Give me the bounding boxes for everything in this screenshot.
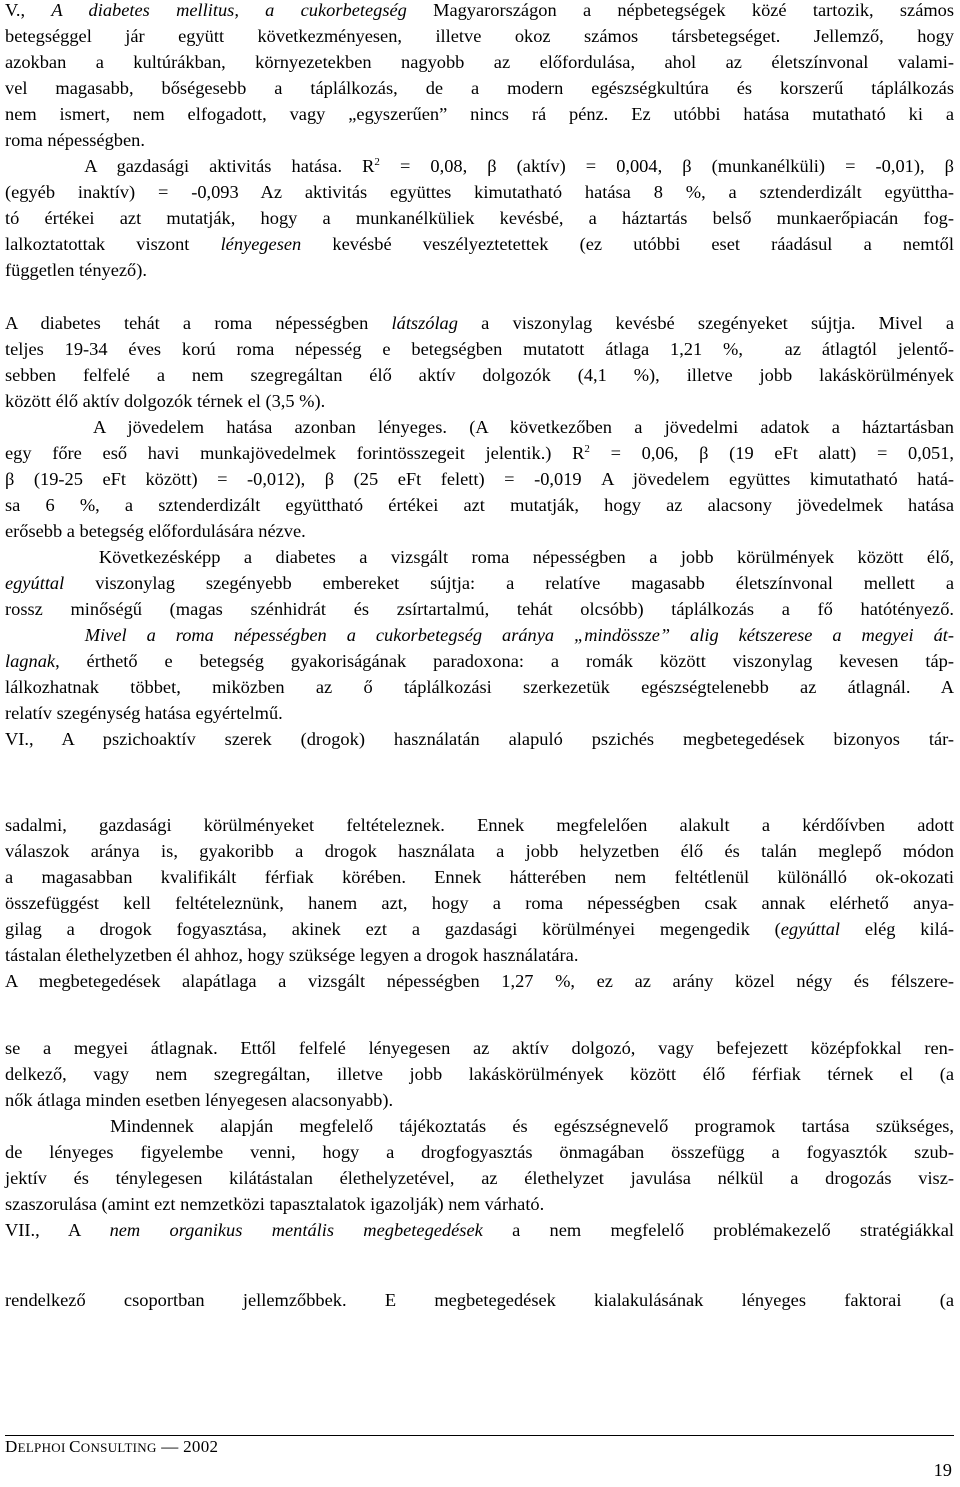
- text-line: [5, 518, 954, 544]
- text-line: [5, 890, 954, 916]
- text-segment: relatív szegénység hatása egyértelmű.: [5, 703, 283, 723]
- text-line: [5, 336, 954, 362]
- text-line: [5, 257, 954, 283]
- footer-publisher-initial-d: D: [5, 1437, 18, 1456]
- text-line: [5, 1139, 954, 1165]
- text-line: [5, 1113, 954, 1139]
- footer-divider: [5, 1435, 954, 1436]
- footer-year: 2002: [183, 1437, 219, 1456]
- text-line: [5, 0, 954, 23]
- text-segment: összefüggést kell feltételeznünk, hanem azt, hogy a roma népességben csak annak elérhető anya-: [5, 893, 954, 913]
- text-segment: lalkoztatottak viszont: [5, 234, 221, 254]
- text-segment: a nem megfelelő problémakezelő stratégiákkal: [482, 1220, 955, 1240]
- text-line: [5, 492, 954, 518]
- text-segment: roma népességben.: [5, 130, 145, 150]
- text-segment: erősebb a betegség előfordulására nézve.: [5, 521, 306, 541]
- text-line: [5, 1191, 954, 1217]
- text-line: [5, 179, 954, 205]
- italic-text: egyúttal: [780, 919, 841, 939]
- text-line: [5, 544, 954, 570]
- text-line: [5, 622, 954, 648]
- text-line: [5, 674, 954, 700]
- text-line: [5, 466, 954, 492]
- footer-publisher-initial-c: C: [69, 1437, 81, 1456]
- footer-publisher-part-2: ONSULTING: [80, 1440, 157, 1455]
- text-segment: betegséggel jár együtt következményesen, illetve okoz számos társbetegséget. Jellemző, hogy: [5, 26, 954, 46]
- text-segment: (egyéb inaktív) = -0,093 Az aktivitás együttes kimutatható hatása 8 %, a sztenderdizált együttha-: [5, 182, 954, 202]
- text-segment: a magasabban kvalifikált férfiak körében. Ennek hátterében nem feltétlenül különálló ok-okozati: [5, 867, 954, 887]
- text-line: [5, 916, 954, 942]
- footer-publisher-part-1: ELPHOI: [17, 1440, 70, 1455]
- superscript: 2: [374, 155, 380, 168]
- text-line: [5, 414, 954, 440]
- text-line: [5, 1287, 954, 1313]
- text-segment: vel magasabb, bőségesebb a táplálkozás, de a modern egészségkultúra és korszerű táplálkozás: [5, 78, 954, 98]
- text-line: [5, 1165, 954, 1191]
- text-segment: rendelkező csoportban jellemzőbbek. E megbetegedések kialakulásának lényeges faktorai (a: [5, 1290, 954, 1310]
- text-line: [5, 1217, 954, 1243]
- text-line: [5, 968, 954, 994]
- italic-text: Mivel a roma népességben a cukorbetegség aránya „mindössze” alig kétszerese a megyei át-: [84, 625, 954, 645]
- text-line: [5, 388, 954, 414]
- text-line: [5, 838, 954, 864]
- text-line: [5, 812, 954, 838]
- italic-text: nem organikus mentális megbetegedések: [109, 1220, 483, 1240]
- text-segment: V.,: [5, 0, 52, 20]
- text-segment: azokban a kultúrákban, környezetekben nagyobb az előfordulása, ahol az életszínvonal valami-: [5, 52, 954, 72]
- text-segment: sadalmi, gazdasági körülményeket feltételeznek. Ennek megfelelően alakult a kérdőívben adott: [5, 815, 954, 835]
- text-segment: válaszok aránya is, gyakoribb a drogok használata a jobb helyzetben élő és talán meglepő módon: [5, 841, 954, 861]
- text-line: [5, 1087, 954, 1113]
- text-line: [5, 440, 954, 466]
- text-line: [5, 101, 954, 127]
- text-segment: delkező, vagy nem szegregáltan, illetve jobb lakáskörülmények között élő férfiak térnek el (a: [5, 1064, 954, 1084]
- text-segment: = 0,06, β (19 eFt alatt) = 0,051,: [589, 443, 955, 463]
- text-segment: nők átlaga minden esetben lényegesen alacsonyabb).: [5, 1090, 394, 1110]
- italic-text: A diabetes mellitus, a cukorbetegség: [51, 0, 407, 20]
- text-segment: se a megyei átlagnak. Ettől felfelé lényegesen az aktív dolgozó, vagy befejezett középfokkal ren-: [5, 1038, 954, 1058]
- text-segment: A diabetes tehát a roma népességben: [5, 313, 392, 333]
- text-segment: jektív és ténylegesen kilátástalan élethelyzetével, az élethelyzet javulása nélkül a drogozás visz-: [5, 1168, 954, 1188]
- text-segment: teljes 19-34 éves korú roma népesség e betegségben mutatott átlaga 1,21 %, az átlagtól jelentő-: [5, 339, 954, 359]
- text-line: [5, 864, 954, 890]
- text-segment: a viszonylag kevésbé szegényeket sújtja. Mivel a: [457, 313, 954, 333]
- italic-text: lagnak: [5, 651, 56, 671]
- text-segment: VI., A pszichoaktív szerek (drogok) használatán alapuló pszichés megbetegedések bizonyos tár-: [5, 729, 954, 749]
- text-line: [5, 231, 954, 257]
- text-line: [5, 1061, 954, 1087]
- text-line: [5, 49, 954, 75]
- text-segment: , érthető e betegség gyakoriságának paradoxona: a romák között viszonylag kevesen táp-: [55, 651, 954, 671]
- text-segment: Magyarországon a népbetegségek közé tartozik, számos: [406, 0, 955, 20]
- text-segment: tó értékei azt mutatják, hogy a munkanélküliek kevésbé, a háztartás belső munkaerőpiacán fog-: [5, 208, 954, 228]
- text-line: [5, 127, 954, 153]
- text-segment: β (19-25 eFt között) = -0,012), β (25 eFt felett) = -0,019 A jövedelem együttes kimutatható hatá-: [5, 469, 954, 489]
- text-segment: lálkozhatnak többet, miközben az ő táplálkozási szerkezetük egészségtelenebb az átlagnál. A: [5, 677, 954, 697]
- text-segment: elég kilá-: [840, 919, 955, 939]
- text-line: [5, 1035, 954, 1061]
- text-segment: tástalan élethelyzetben él ahhoz, hogy szüksége legyen a drogok használatára.: [5, 945, 579, 965]
- text-line: [5, 942, 954, 968]
- text-segment: A gazdasági aktivitás hatása. R: [5, 156, 375, 176]
- text-segment: de lényeges figyelembe venni, hogy a drogfogyasztás önmagában összefügg a fogyasztók szub-: [5, 1142, 954, 1162]
- text-line: [5, 648, 954, 674]
- text-segment: = 0,08, β (aktív) = 0,004, β (munkanélküli) = -0,01), β: [379, 156, 954, 176]
- text-line: [5, 310, 954, 336]
- text-segment: egy főre eső havi munkajövedelmek forintösszegeit jelentik.) R: [5, 443, 585, 463]
- text-segment: A jövedelem hatása azonban lényeges. (A következőben a jövedelmi adatok a háztartásban: [5, 417, 954, 437]
- text-line: [5, 596, 954, 622]
- text-segment: [5, 625, 85, 645]
- text-segment: A megbetegedések alapátlaga a vizsgált népességben 1,27 %, ez az arány közel négy és félszere-: [5, 971, 954, 991]
- text-segment: gilag a drogok fogyasztása, akinek ezt a gazdasági körülményei megengedik (: [5, 919, 781, 939]
- footer-publisher: DELPHOI CONSULTING — 2002: [5, 1437, 219, 1456]
- text-line: [5, 700, 954, 726]
- italic-text: egyúttal: [5, 573, 65, 593]
- italic-text: lényegesen: [220, 234, 302, 254]
- text-line: [5, 205, 954, 231]
- text-line: [5, 362, 954, 388]
- text-segment: kevésbé veszélyeztetettek (ez utóbbi eset ráadásul a nemtől: [301, 234, 954, 254]
- text-segment: Következésképp a diabetes a vizsgált roma népességben a jobb körülmények között élő,: [5, 547, 954, 567]
- text-segment: sa 6 %, a sztenderdizált együttható értékei azt mutatják, hogy az alacsony jövedelmek hatása: [5, 495, 954, 515]
- text-segment: sebben felfelé a nem szegregáltan élő aktív dolgozók (4,1 %), illetve jobb lakáskörülmények: [5, 365, 954, 385]
- text-segment: Mindennek alapján megfelelő tájékoztatás és egészségnevelő programok tartása szükséges,: [5, 1116, 954, 1136]
- text-segment: nem ismert, nem elfogadott, vagy „egyszerűen” nincs rá pénz. Ez utóbbi hatása mutatható ki a: [5, 104, 954, 124]
- text-segment: független tényező).: [5, 260, 147, 280]
- page-number: 19: [933, 1460, 952, 1480]
- text-segment: viszonylag szegényebb embereket sújtja: a relatíve magasabb életszínvonal mellett a: [64, 573, 954, 593]
- text-segment: között élő aktív dolgozók térnek el (3,5 %).: [5, 391, 326, 411]
- text-line: [5, 570, 954, 596]
- text-line: [5, 153, 954, 179]
- text-line: [5, 726, 954, 752]
- text-segment: rossz minőségű (magas szénhidrát és zsírtartalmú, tehát olcsóbb) táplálkozás a fő hatótényező.: [5, 599, 954, 619]
- italic-text: látszólag: [391, 313, 458, 333]
- superscript: 2: [584, 442, 590, 455]
- text-line: [5, 23, 954, 49]
- text-segment: szaszorulása (amint ezt nemzetközi tapasztalatok igazolják) nem várható.: [5, 1194, 545, 1214]
- text-line: [5, 75, 954, 101]
- text-segment: VII., A: [5, 1220, 110, 1240]
